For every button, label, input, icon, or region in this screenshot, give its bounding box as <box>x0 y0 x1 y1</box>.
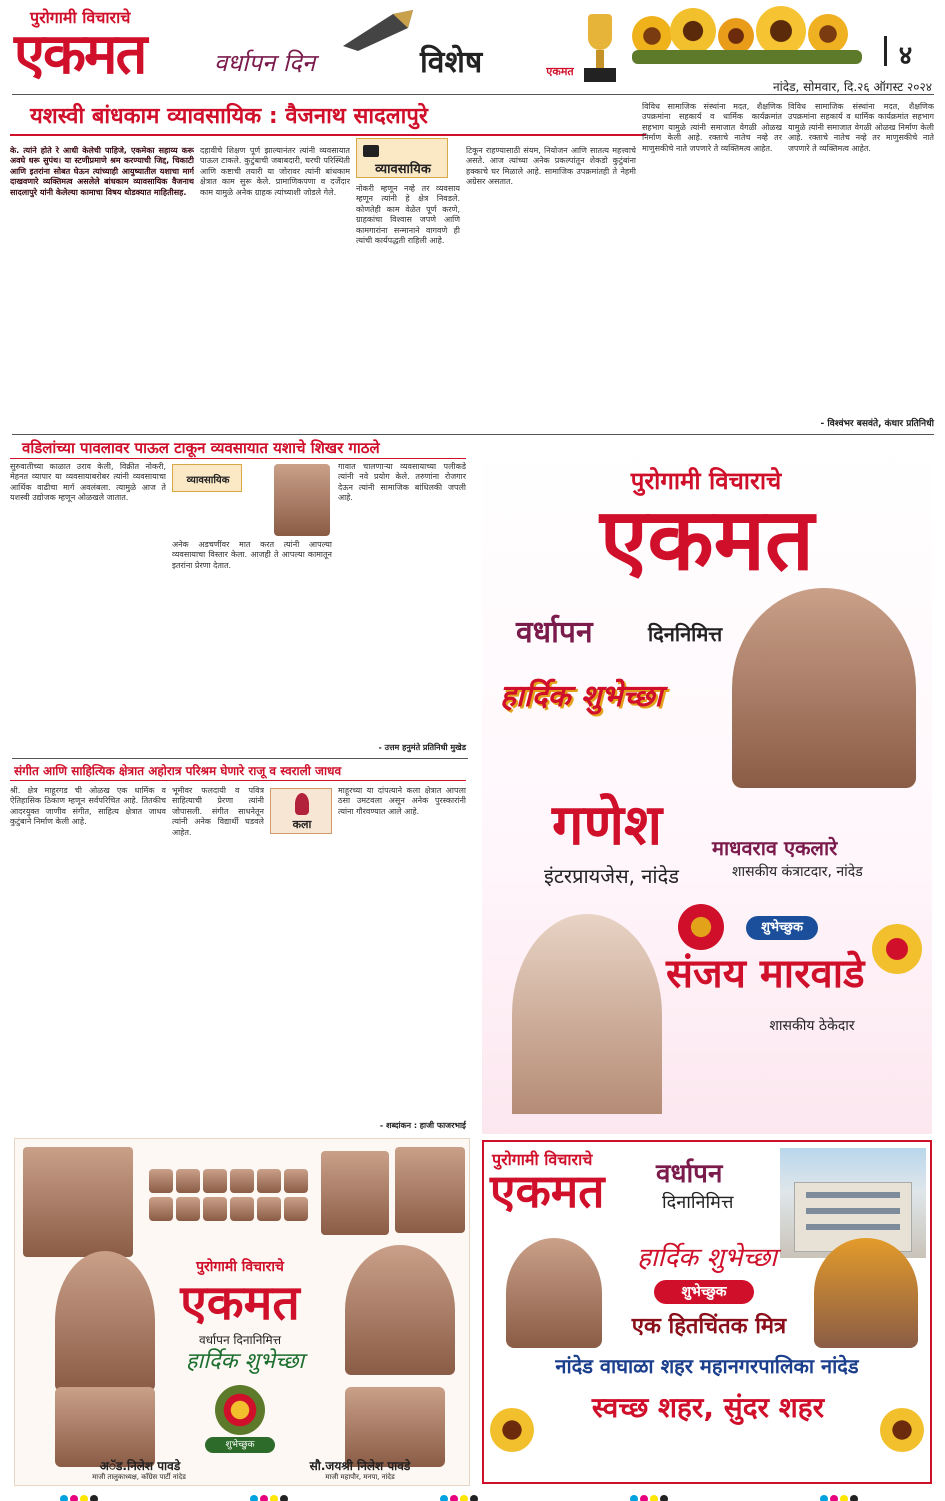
person1-title: शासकीय कंत्राटदार, नांदेड <box>732 864 863 880</box>
person2-title: माजी महापौर, मनपा, नांदेड <box>325 1473 395 1481</box>
ad-wishes: हार्दिक शुभेच्छा <box>185 1349 305 1374</box>
person1-title: माजी तालुकाध्यक्ष, कॉंग्रेस पार्टी नांदेड <box>92 1473 186 1481</box>
category-tag <box>356 138 448 178</box>
ad-wishes: हार्दिक शुभेच्छा <box>637 1243 777 1273</box>
section-rule-2 <box>12 758 468 759</box>
well-wisher-badge: शुभेच्छुक <box>746 916 818 940</box>
ad-brand-main: एकमत <box>180 1275 300 1331</box>
article-headline: संगीत आणि साहित्यिक क्षेत्रात अहोरात्र परिश्रम घेणारे राजू व स्वराली जाधव <box>14 764 342 778</box>
ad-flower-corner <box>678 904 724 950</box>
article-col-2: अनेक अडचणींवर मात करत त्यांनी आपल्या व्यवसायाचा विस्तार केला. आजही ते आपल्या कामातून इतरांना प्रेरणा देतात. <box>172 540 332 570</box>
article-col-5: विविध सामाजिक संस्थांना मदत, शैक्षणिक उपक्रमांना सहकार्य व धार्मिक कार्यक्रमांत सहभाग यामुळे त्यांनी समाजात वेगळी ओळख निर्माण केली आहे. रक्ताचे नातेच नव्हे तर माणुसकीचे नाते जपणारे ते व्यक्तिमत्व आहेत. <box>642 102 782 153</box>
category-tag-label: कला <box>292 818 312 831</box>
person2-title: शासकीय ठेकेदार <box>769 1018 855 1034</box>
dancer-icon <box>295 793 309 815</box>
ad-line1: वर्धापन <box>656 1159 723 1189</box>
leader-photo <box>345 1387 445 1467</box>
masthead <box>0 0 945 96</box>
ad-brand-top: पुरोगामी विचाराचे <box>492 1150 593 1169</box>
company-name: गणेश <box>552 793 663 858</box>
ad-brand-main: एकमत <box>490 1164 605 1218</box>
headline-rule <box>10 134 646 136</box>
ad-nanded-municipal <box>482 1140 932 1484</box>
company-sub: इंटरप्रायजेस, नांदेड <box>544 864 679 888</box>
article-byline: - शब्दांकन : हाजी फाजरभाई <box>379 1121 466 1130</box>
ad-line1b: दिननिमित्त <box>648 622 723 646</box>
dateline: नांदेड, सोमवार, दि.२६ ऑगस्ट २०२४ <box>772 80 932 94</box>
person1-name: अॅड.निलेश पावडे <box>99 1459 181 1473</box>
brand-top: पुरोगामी विचाराचे <box>30 8 131 27</box>
briefcase-icon <box>363 145 379 157</box>
ad-congress <box>14 1138 470 1486</box>
category-tag-label: व्यावसायिक <box>375 162 431 177</box>
category-tag <box>270 788 332 834</box>
article-byline: - विश्वंभर बसवंते, कंधार प्रतिनिधी <box>820 419 934 429</box>
corporation-name: नांदेड वाघाळा शहर महानगरपालिका नांदेड <box>555 1354 859 1378</box>
ad-line1b: दिनानिमित्त <box>662 1192 734 1213</box>
leader-photo-row <box>149 1169 309 1253</box>
article-col-4: टिकून राहण्यासाठी संयम, नियोजन आणि सातत्य महत्त्वाचे असते. आज त्यांच्या अनेक प्रकल्पांतून शेकडो कुटुंबांना हक्काचे घर मिळाले आहे. सामाजिक उपक्रमांतही ते नेहमी अग्रेसर असतात. <box>466 146 636 187</box>
ad-line1: वर्धापन दिनानिमित्त <box>198 1333 282 1347</box>
person-photo-2 <box>512 914 662 1114</box>
small-brand: एकमत <box>546 65 574 78</box>
article-col-1: सुरुवातीच्या काळात उराव केली, विक्रीत नोकरी, मेहनत व्यापार या व्यवसायाबरोबर त्यांनी व्यवसायाचा आर्थिक वाढीचा मार्ग अवलंबला. त्यामुळे आज ते यशस्वी उद्योजक म्हणून ओळखले जातात. <box>10 462 166 503</box>
flower-decoration <box>632 6 872 68</box>
slogan: स्वच्छ शहर, सुंदर शहर <box>591 1391 825 1424</box>
article-builder <box>10 98 935 432</box>
ad-brand-main: एकमत <box>599 490 815 590</box>
leader-photo <box>23 1147 133 1257</box>
person-photo-1 <box>506 1238 602 1348</box>
ad-wishes: हार्दिक शुभेच्छा <box>500 679 663 714</box>
page-number: ४ <box>884 36 924 66</box>
article-col-1: के. त्यांने होते रे आधी केलेची पाहिजे, एकमेका सहाय्य करू अवघे धरू सुपंथ। या स्टणीप्रमाणे श्रम करण्याची जिद्द, चिकाटी आणि इतरांना सोबत घेऊन त्यांच्याही आयुष्यातील यशाचा मार्ग दाखवणारे व्यक्तिमत्व असलेले बांधकाम व्यावसायिक वैजनाथ सादलापुरे यांनी केलेल्या कामाचा विषय थोडक्यात माहितीसह. <box>10 146 194 197</box>
article-col-3: नोकरी म्हणून नव्हे तर व्यवसाय म्हणून त्यांनी हे क्षेत्र निवडले. कोणतेही काम वेळेत पूर्ण करणे, ग्राहकांचा विश्वास जपणे आणि कामगारांना सन्मानाने वागवणे ही त्यांची कार्यपद्धती राहिली आहे. <box>356 184 460 246</box>
article-headline: वडिलांच्या पावलावर पाऊल टाकून व्यवसायात यशाचे शिखर गाठले <box>22 439 380 457</box>
article-music <box>10 760 466 1132</box>
ad-flower-corner <box>872 924 922 974</box>
article-col-1: श्री. क्षेत्र माहूरगड ची ओळख एक धार्मिक व ऐतिहासिक ठिकाण म्हणून सर्वपरिचित आहे. तितकीच आदरयुक्त जाणीव संगीत, साहित्य क्षेत्रात जाधव कुटुंबाने निर्माण केली आहे. <box>10 786 166 827</box>
author-photo <box>274 464 330 536</box>
person2-name: संजय मारवाडे <box>666 951 865 997</box>
headline-rule <box>10 458 466 459</box>
masthead-brand-box <box>14 4 200 92</box>
article-col-2: दहावीचे शिक्षण पूर्ण झाल्यानंतर त्यांनी व्यवसायात पाऊल टाकले. कुटुंबाची जबाबदारी, घरची परिस्थिती आणि कष्टाची तयारी या जोरावर त्यांनी बांधकाम क्षेत्रात काम सुरू केले. प्रामाणिकपणा व दर्जेदार काम यामुळे अनेक ग्राहक त्यांच्याशी जोडले गेले. <box>200 146 350 197</box>
person-photo-1 <box>732 588 916 788</box>
leader-photo <box>345 1245 455 1375</box>
brand-main: एकमत <box>14 22 146 87</box>
well-wisher-badge: शुभेच्छुक <box>654 1280 754 1304</box>
person1-name: माधवराव एकलारे <box>712 836 838 860</box>
well-wisher-badge: शुभेच्छुक <box>205 1437 275 1453</box>
article-col-2: भूमीवर फलदायी व पवित्र साहित्याची प्रेरणा त्यांनी जोपासली. संगीत साधनेतून त्यांनी अनेक विद्यार्थी घडवले आहेत. <box>172 786 264 837</box>
article-col-3: माहूरच्या या दांपत्याने कला क्षेत्रात आपला ठसा उमटवला असून अनेक पुरस्कारांनी त्यांना गौरवण्यात आले आहे. <box>338 786 466 816</box>
article-headline: यशस्वी बांधकाम व्यावसायिक : वैजनाथ सादलापुरे <box>30 104 428 129</box>
leader-photo <box>321 1151 389 1235</box>
section-title: विशेष <box>420 45 483 80</box>
category-tag <box>172 464 242 492</box>
article-col-6: विविध सामाजिक संस्थांना मदत, शैक्षणिक उपक्रमांना सहकार्य व धार्मिक कार्यक्रमांत सहभाग यामुळे त्यांनी समाजात वेगळी ओळख निर्माण केली आहे. रक्ताचे नातेच नव्हे तर माणुसकीचे नाते जपणारे ते व्यक्तिमत्व आहेत. <box>788 102 934 153</box>
article-byline: - उत्तम हनुमंते प्रतिनिधी मुखेड <box>378 743 466 752</box>
category-tag-label: व्यावसायिक <box>186 475 230 486</box>
ad-ganesh-enterprises <box>482 442 932 1134</box>
person-photo-2 <box>814 1238 918 1348</box>
leader-photo <box>55 1387 155 1467</box>
ad-brand-top: पुरोगामी विचाराचे <box>630 467 782 495</box>
person2-name: सौ.जयश्री निलेश पावडे <box>309 1459 411 1473</box>
pen-nib-icon <box>338 6 418 56</box>
article-col-3: गावात चालणाऱ्या व्यवसायाच्या पलीकडे त्यांनी नवे प्रयोग केले. तरुणांना रोजगार देऊन त्यांनी सामाजिक बांधिलकी जपली आहे. <box>338 462 466 503</box>
leader-photo <box>55 1251 155 1391</box>
anniv-title: वर्धापन दिन <box>214 49 316 77</box>
leader-photo <box>395 1147 465 1233</box>
masthead-rule <box>12 94 934 95</box>
article-business <box>10 436 466 756</box>
ad-line1: वर्धापन <box>516 615 593 650</box>
ad-brand-top: पुरोगामी विचाराचे <box>196 1259 284 1275</box>
registration-marks <box>60 1488 920 1500</box>
ad-flower-corner <box>880 1408 924 1452</box>
bouquet-icon <box>215 1385 265 1435</box>
section-rule-1 <box>12 434 934 435</box>
friend-label: एक हितचिंतक मित्र <box>631 1314 787 1339</box>
ad-flower-corner <box>490 1408 534 1452</box>
headline-rule <box>10 780 466 781</box>
